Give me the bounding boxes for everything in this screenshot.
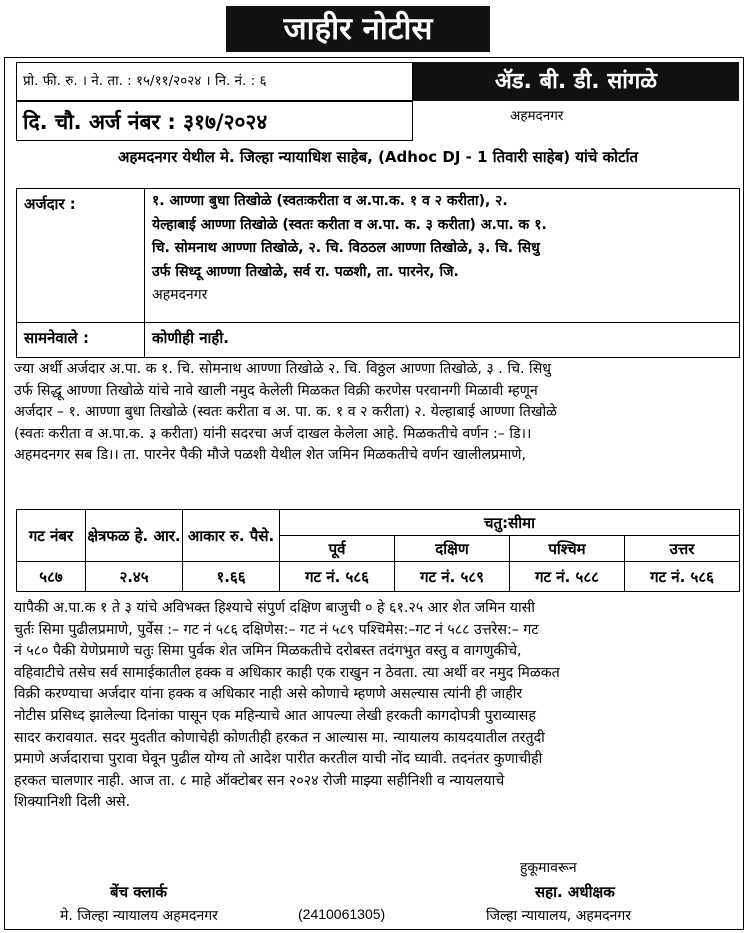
cell-south: गट नं. ५८९ [395,562,510,592]
case-number: दि. चौ. अर्ज नंबर : ३१७/२०२४ [16,101,413,141]
table-row [17,562,740,592]
header-gat-number: गट नंबर [17,510,86,562]
advocate-place: अहमदनगर [510,108,564,124]
parties-divider [144,188,145,358]
parties-row-divider [16,322,740,323]
advocate-name: ॲड. बी. डी. सांगळे [413,62,739,101]
by-order: हुकूमावरून [520,860,577,876]
cell-assessment: १.६६ [183,562,280,592]
applicant-line-5: अहमदनगर [152,287,208,303]
body1-line-4: (स्वतः करीता व अ.पा.क. ३ करीता) यांनी सदरचा अर्ज दाखल केलेला आहे. मिळकतीचे वर्णन :– डि।। [14,425,532,442]
applicant-text [152,190,734,308]
applicant-line-2: येल्हाबाई आण्णा तिखोळे (स्वतः करीता व अ.पा. क. ३ करीता) अ.पा. क १. [152,216,547,233]
applicant-line-4: उर्फ सिध्दू आण्णा तिखोळे, सर्व रा. पळशी, ता. पारनेर, जि. [152,263,459,280]
cell-gat-number: ५८७ [17,562,86,592]
body2-line-2: चुर्तः सिमा पुढीलप्रमाणे, पुर्वेस :– गट नं ५८६ दक्षिणेस:– गट नं ५८९ पश्चिमेस:–गट नं ५८८ उत्तरेस:– गट [14,621,539,638]
body2-line-6: नोटीस प्रसिध्द झालेल्या दिनांका पासून एक महिन्याचे आत आपल्या लेखी हरकती कागदोपत्री पुराव्यासह [14,707,536,724]
court-line: अहमदनगर येथील मे. जिल्हा न्यायाधिश साहेब, (Adhoc DJ - 1 तिवारी साहेब) यांचे कोर्टात [117,148,639,166]
notice-title: जाहीर नोटीस [226,6,490,52]
respondent-value: कोणीही नाही. [152,329,229,347]
body2-line-5: विक्री करण्याचा अर्जदार यांना हक्क व अधिकार नाही असे कोणाचे म्हणणे असल्यास त्यांनी ही जाहीर [14,686,523,703]
header-north: उत्तर [625,536,740,562]
header-south: दक्षिण [395,536,510,562]
header-assessment: आकार रु. पैसे. [183,510,280,562]
cell-north: गट नं. ५८६ [625,562,740,592]
cell-east: गट नं. ५८६ [280,562,395,592]
notice-body-1 [14,359,740,467]
body2-line-4: वहिवाटीचे तसेच सर्व सामाईकातील हक्क व अधिकार काही एक राखुन न ठेवता. त्या अर्थी वर नमुद मिळकत [14,664,560,681]
ad-code: (2410061305) [298,906,386,922]
body2-line-9: हरकत चालणार नाही. आज ता. ८ माहे ऑक्टोबर सन २०२४ रोजी माझ्या सहीनिशी व न्यायलयाचे [14,772,505,789]
property-table [16,509,740,592]
header-area: क्षेत्रफळ हे. आर. [86,510,183,562]
body2-line-8: प्रमाणे अर्जदाराचा पुरावा घेवून पुढील योग्य तो आदेश पारीत करतील याची नोंद घ्यावी. तदनंतर कुणाचीही [14,751,543,768]
bench-clerk-place: मे. जिल्हा न्यायालय अहमदनगर [60,908,218,924]
body1-line-3: अर्जदार – १. आण्णा बुधा तिखोळे (स्वतः करीता व अ. पा. क. १ व २ करीता) २. येल्हाबाई आण्णा तिखोळे [14,404,557,421]
body2-line-10: शिक्यानिशी दिली असे. [14,794,131,811]
reference-line: प्रो. फी. रु. । ने. ता. : १५/११/२०२४ । नि. नं. : ६ [16,62,413,101]
assistant-superintendent-place: जिल्हा न्यायालय, अहमदनगर [486,908,632,924]
applicant-line-1: १. आण्णा बुधा तिखोळे (स्वतःकरीता व अ.पा.क. १ व २ करीता), २. [152,193,508,209]
notice-body-2 [14,598,740,814]
body2-line-1: यापैकी अ.पा.क १ ते ३ यांचे अविभक्त हिश्याचे संपुर्ण दक्षिण बाजुची ० हे ६१.२५ आर शेत जमिन यासी [14,600,535,616]
header-boundaries: चतु:सीमा [280,510,740,536]
assistant-superintendent-title: सहा. अधीक्षक [535,883,615,901]
respondent-label: सामनेवाले : [24,329,89,347]
header-east: पूर्व [280,536,395,562]
body2-line-3: नं ५८० पैकी येणेप्रमाणे चतुः सिमा पुर्वक शेत जमिन मिळकतीचे दरोबस्त तदंगभुत वस्तु व वागणुकीचे, [14,643,522,660]
body2-line-7: सादर करावयात. सदर मुदतीत कोणाचेही कोणतीही हरकत न आल्यास मा. न्यायालय कायदयातील तरतुदी [14,729,545,746]
applicant-label: अर्जदार : [24,195,76,213]
body1-line-1: ज्या अर्थी अर्जदार अ.पा. क १. चि. सोमनाथ आण्णा तिखोळे २. चि. विठ्ठल आण्णा तिखोळे, ३ . चि. सिधु [14,361,552,377]
cell-area: २.४५ [86,562,183,592]
body1-line-2: उर्फ सिद्धू आण्णा तिखोळे यांचे नावे खाली नमुद केलेली मिळकत विक्री करणेस परवानगी मिळावी म्हणून [14,382,538,399]
applicant-line-3: चि. सोमनाथ आण्णा तिखोळे, २. चि. विठठल आण्णा तिखोळे, ३. चि. सिधु [152,240,540,256]
cell-west: गट नं. ५८८ [510,562,625,592]
bench-clerk-title: बेंच क्लार्क [110,883,168,901]
body1-line-5: अहमदनगर सब डि।। ता. पारनेर पैकी मौजे पळशी येथील शेत जमिन मिळकतीचे वर्णन खालीलप्रमाणे, [14,447,527,464]
header-west: पश्चिम [510,536,625,562]
